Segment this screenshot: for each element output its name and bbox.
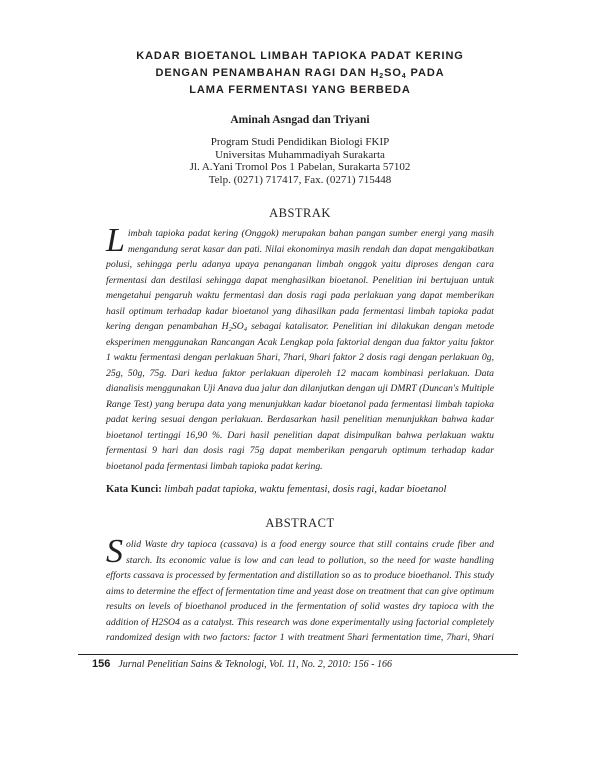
abstract-body: [106, 537, 494, 647]
abstrak-subscript: 4: [243, 326, 247, 333]
abstrak-text: imbah tapioka padat kering (Onggok) merupakan bahan pangan sumber energi yang masih mengandung serat kasar dan pati. Nilai ekonominya masih rendah dan dapat mengakibatkan polusi, sehingga perlu adanya upaya penanganan limbah onggok yaitu diproses dengan cara fermentasi dan destilasi sehingga dapat menghasilkan bioetanol. Penelitian ini bertujuan untuk mengetahui pengaruh waktu fermentasi dan dosis ragi pada perlakuan yang dapat memberikan hasil optimum terhadap kadar bioetanol yang dihasilkan pada fermentasi limbah tapioka padat kering dengan penambahan H: [106, 228, 494, 332]
title-subscript: 2: [379, 73, 385, 80]
title-line-1: KADAR BIOETANOL LIMBAH TAPIOKA PADAT KERING: [136, 50, 464, 62]
abstract-heading: ABSTRACT: [265, 516, 335, 530]
paper-title: [100, 48, 500, 99]
abstrak-body: [106, 222, 494, 474]
author-names: Aminah Asngad dan Triyani: [230, 114, 370, 126]
journal-citation: Jurnal Penelitian Sains & Teknologi, Vol. 11, No. 2, 2010: 156 - 166: [118, 659, 392, 670]
affiliation-line: Program Studi Pendidikan Biologi FKIP: [210, 136, 390, 148]
title-line-3: LAMA FERMENTASI YANG BERBEDA: [189, 84, 411, 96]
abstract-dropcap: S: [106, 537, 123, 570]
abstract-text: olid Waste dry tapioca (cassava) is a food energy source that still contains crude fiber and starch. Its economic value is low and can lead to pollution, so the need for waste handling efforts cassava is processed by fermentation and distillation so as to produce bioethanol. This study aims to determine the effect of fermentation time and yeast dose on treatment that can give optimum results on levels of bioethanol produced in the fermentation of solid wastes dry tapioca with the addition of H2SO4 as a catalyst. This research was done experimentally using factorial completely randomized design with two factors: factor 1 with treatment 5hari fermentation time, 7hari, 9hari: [106, 539, 494, 643]
title-line-2: [100, 65, 500, 82]
abstrak-heading: ABSTRAK: [269, 206, 331, 220]
title-subscript: 4: [401, 73, 407, 80]
title-line-2-part: DENGAN PENAMBAHAN RAGI DAN H: [155, 67, 380, 79]
affiliation-line: Universitas Muhammadiyah Surakarta: [215, 148, 385, 161]
title-line-2-part: SO: [384, 67, 402, 79]
page-number: 156: [92, 658, 111, 670]
affiliation-line: Telp. (0271) 717417, Fax. (0271) 715448: [208, 173, 392, 186]
keywords: [106, 484, 506, 495]
affiliation: [100, 136, 500, 186]
page-footer: [92, 658, 392, 670]
abstrak-text: SO: [231, 321, 244, 332]
affiliation-line: Jl. A.Yani Tromol Pos 1 Pabelan, Surakarta 57102: [189, 161, 411, 174]
footer-rule: [78, 654, 518, 655]
abstrak-dropcap: L: [106, 222, 125, 259]
keywords-text: limbah padat tapioka, waktu fementasi, dosis ragi, kadar bioetanol: [161, 484, 447, 495]
keywords-label: Kata Kunci:: [106, 484, 162, 495]
abstrak-text: sebagai katalisator. Penelitian ini dilakukan dengan metode eksperimen menggunakan Rancangan Acak Lengkap pola faktorial dengan dua faktor yaitu faktor 1 waktu fermentasi dengan perlakuan 5hari, 7hari, 9hari faktor 2 dosis ragi dengan perlakuan 0g, 25g, 50g, 75g. Dari kedua faktor perlakuan diperoleh 12 macam kombinasi perlakuan. Data dianalisis menggunakan Uji Anava dua jalur dan dilanjutkan dengan uji DMRT (Duncan's Multiple Range Test) yang berupa data yang menunjukkan kadar bioetanol pada fermentasi limbah tapioka padat kering sesuai dengan perlakuan. Berdasarkan hasil penelitian menunjukkan bahwa kadar bioetanol tertinggi 16,90 %. Dari hasil penelitian dapat disimpulkan bahwa perlakuan waktu fermentasi 9 hari dan dosis ragi 75g dapat memberikan pengaruh optimum terhadap kadar bioetanol pada fermentasi limbah tapioka padat kering.: [106, 321, 494, 472]
title-line-2-part: PADA: [406, 67, 445, 79]
abstrak-subscript: 2: [228, 326, 232, 333]
